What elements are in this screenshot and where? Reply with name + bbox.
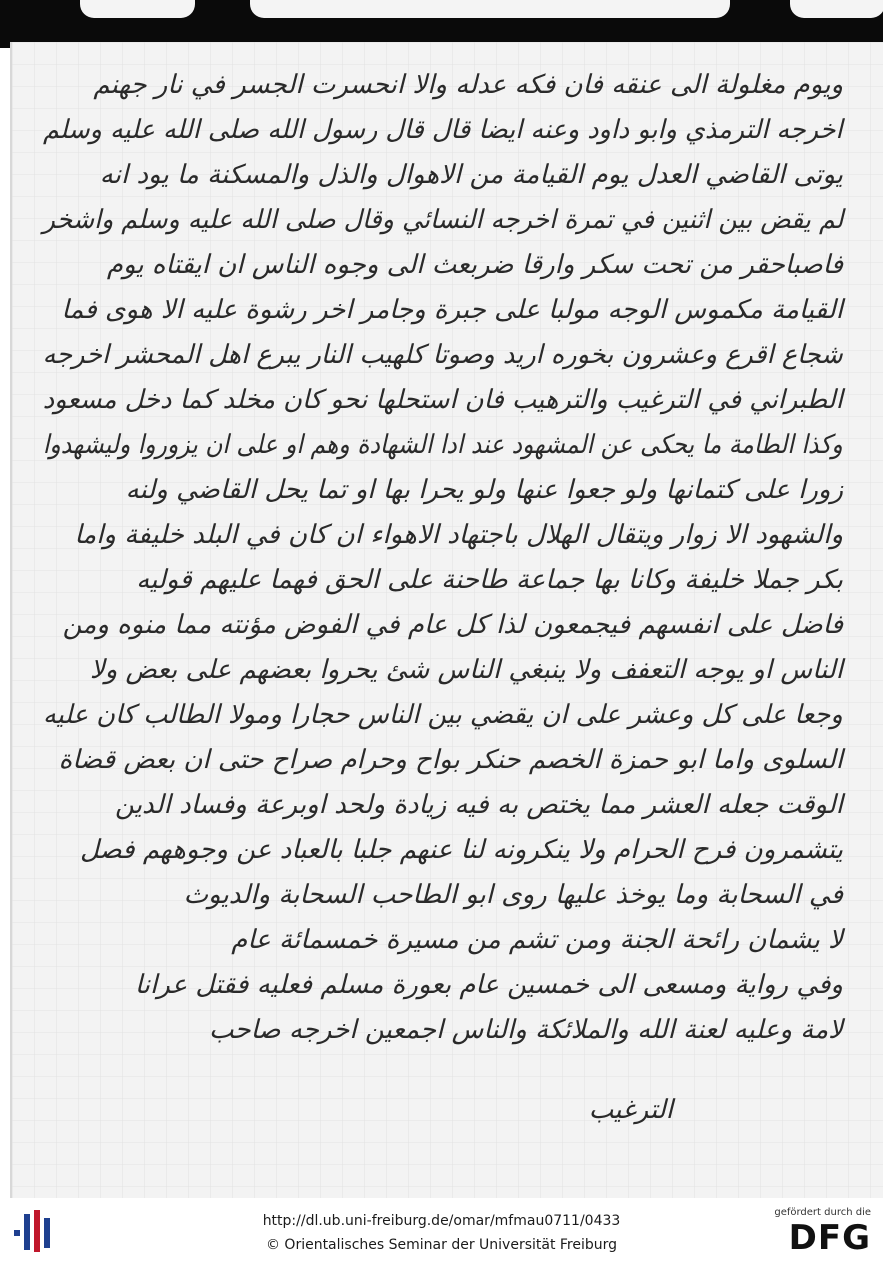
document-permalink[interactable]: http://dl.ub.uni-freiburg.de/omar/mfmau0711/0433	[262, 1213, 621, 1229]
manuscript-line: لم يقض بين اثنين في تمرة اخرجه النسائي وقال صلى الله عليه وسلم واشخر	[42, 205, 843, 235]
manuscript-line: القيامة مكموس الوجه مولبا على جبرة وجامر اخر رشوة عليه الا هوى فما	[61, 295, 843, 325]
manuscript-line: والشهود الا زوار ويتقال الهلال باجتهاد الاهواء ان كان في البلد خليفة واما	[74, 520, 843, 550]
manuscript-line: السلوى واما ابو حمزة الخصم حنكر بواح وحرام صراح حتى ان بعض قضاة	[58, 745, 843, 775]
manuscript-line: فاصباحقر من تحت سكر وارقا ضربعث الى وجوه الناس ان ايقتاه يوم	[106, 250, 843, 280]
manuscript-line: فاضل على انفسهم فيجمعون لذا كل عام في الفوض مؤنته مما منوه ومن	[62, 610, 843, 640]
manuscript-line: في السحابة وما يوخذ عليها روى ابو الطاحب السحابة والديوث	[183, 880, 843, 910]
manuscript-line: يوتى القاضي العدل يوم القيامة من الاهوال والذل والمسكنة ما يود انه	[99, 160, 843, 190]
manuscript-line: زورا على كتمانها ولو جعوا عنها ولو يحرا بها او تما يحل القاضي ولنه	[125, 475, 843, 505]
film-perforation	[790, 0, 883, 18]
manuscript-line: يتشمرون فرح الحرام ولا ينكرونه لنا عنهم جلبا بالعباد عن وجوههم فصل	[79, 835, 843, 865]
manuscript-line: الطبراني في الترغيب والترهيب فان استحلها نحو كان مخلد كما دخل مسعود	[42, 385, 843, 415]
manuscript-line: الناس او يوجه التعفف ولا ينبغي الناس شئ يحروا بعضهم على بعض ولا	[89, 655, 843, 685]
manuscript-line: الوقت جعله العشر مما يختص به فيه زيادة ولحد اوبرعة وفساد الدين	[115, 790, 843, 820]
manuscript-line: شجاع اقرع وعشرون بخوره اريد وصوتا كلهيب النار يبرع اهل المحشر اخرجه	[42, 340, 843, 370]
dfg-logo: DFG	[788, 1218, 871, 1258]
manuscript-line: اخرجه الترمذي وابو داود وعنه ايضا قال قال رسول الله صلى الله عليه وسلم	[43, 115, 843, 145]
manuscript-line: لا يشمان رائحة الجنة ومن تشم من مسيرة خمسمائة عام	[231, 925, 843, 955]
manuscript-line: وجعا على كل وعشر على ان يقضي بين الناس حجارا ومولا الطالب كان عليه	[43, 700, 843, 730]
manuscript-catchword: الترغيب	[588, 1095, 673, 1125]
manuscript-line: وكذا الطامة ما يحكى عن المشهود عند ادا الشهادة وهم او على ان يزوروا وليشهدوا	[43, 430, 843, 460]
film-perforation	[250, 0, 730, 18]
copyright-notice: © Orientalisches Seminar der Universität Freiburg	[265, 1237, 618, 1253]
film-strip-border	[0, 0, 883, 48]
funder-caption: gefördert durch die	[774, 1207, 871, 1218]
manuscript-line: وفي رواية ومسعى الى خمسين عام بعورة مسلم فعليه فقتل عرانا	[134, 970, 843, 1000]
film-perforation	[80, 0, 195, 18]
manuscript-line: ويوم مغلولة الى عنقه فان فكه عدله والا انحسرت الجسر في نار جهنم	[93, 70, 843, 100]
manuscript-line: لامة وعليه لعنة الله والملائكة والناس اجمعين اخرجه صاحب	[209, 1015, 843, 1045]
manuscript-line: بكر جملا خليفة وكانا بها جماعة طاحنة على الحق فهما عليهم قوليه	[136, 565, 843, 595]
